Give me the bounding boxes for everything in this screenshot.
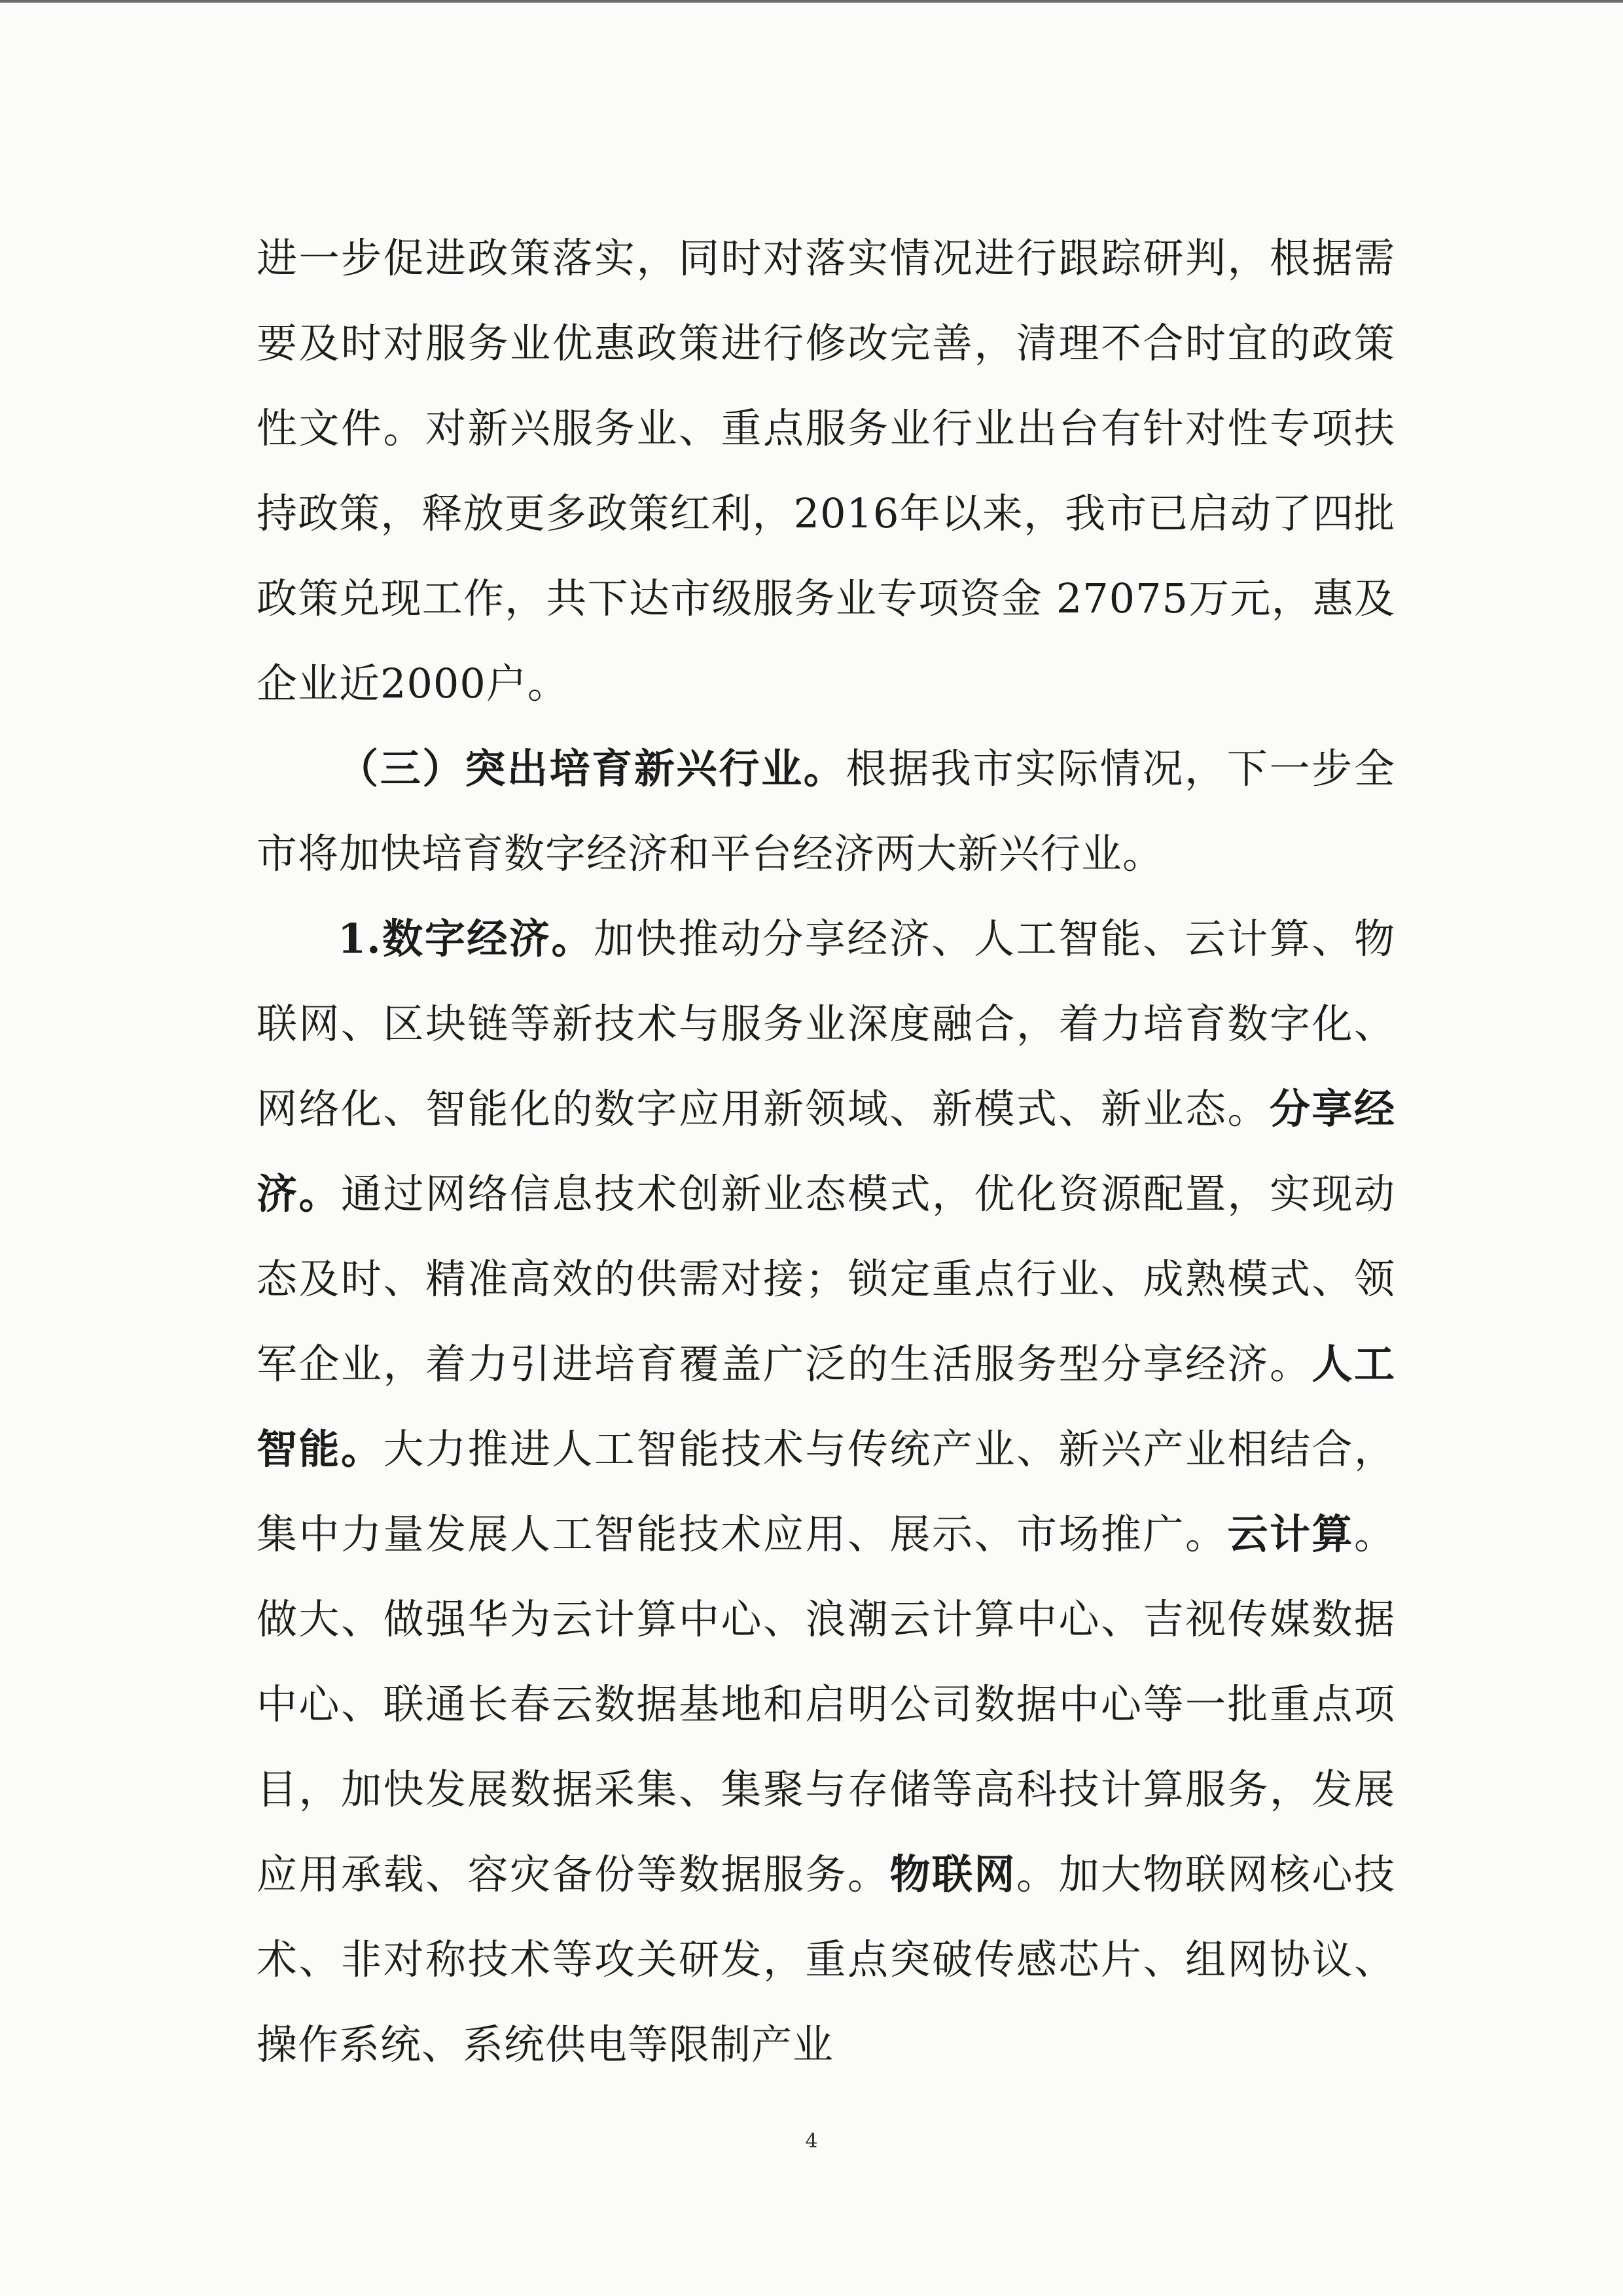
page-number: 4 [805,2130,818,2153]
paragraph-text: 根据我市实际情况，下一步全市将加快培育数字经济和平台经济两大新兴行业。 [257,745,1395,877]
paragraph-text: 进一步促进政策落实，同时对落实情况进行跟踪研判，根据需要及时对服务业优惠政策进行修改完善，清理不合时宜的政策性文件。对新兴服务业、重点服务业行业出台有针对性专项扶持政策，释放更多政策红利，2016年以来，我市已启动了四批政策兑现工作，共下达市级服务业专项资金 27075万元，惠及企业近2000户。 [257,234,1395,707]
term-cloud-computing: 云计算 [1227,1510,1354,1558]
paragraph-text: 通过网络信息技术创新业态模式，优化资源配置，实现动态及时、精准高效的供需对接；锁定重点行业、成熟模式、领军企业，着力引进培育覆盖广泛的生活服务型分享经济。 [257,1170,1395,1388]
paragraph-digital-economy [257,896,1395,2087]
document-body [257,216,1395,2087]
term-sharing-economy: 分享经济。 [257,1085,1395,1218]
section-heading: （三）突出培育新兴行业。 [338,745,846,792]
term-artificial-intelligence: 人工智能。 [257,1340,1395,1473]
paragraph-text: 。做大、做强华为云计算中心、浪潮云计算中心、吉视传媒数据中心、联通长春云数据基地和启明公司数据中心等一批重点项目，加快发展数据采集、集聚与存储等高科技计算服务，发展应用承载、容灾备份等数据服务。 [257,1510,1395,1898]
subsection-heading: 1.数字经济。 [338,915,594,963]
paragraph-text: 。加大物联网核心技术、非对称技术等攻关研发，重点突破传感芯片、组网协议、操作系统、系统供电等限制产业 [257,1850,1395,2068]
term-internet-of-things: 物联网 [889,1850,1016,1898]
paragraph-policy-implementation [257,216,1395,726]
scan-top-edge [0,0,1623,3]
paragraph-text: 加快推动分享经济、人工智能、云计算、物联网、区块链等新技术与服务业深度融合，着力培育数字化、网络化、智能化的数字应用新领域、新模式、新业态。 [257,915,1395,1133]
paragraph-emerging-industries [257,726,1395,896]
paragraph-text: 大力推进人工智能技术与传统产业、新兴产业相结合，集中力量发展人工智能技术应用、展示、市场推广。 [257,1425,1395,1558]
